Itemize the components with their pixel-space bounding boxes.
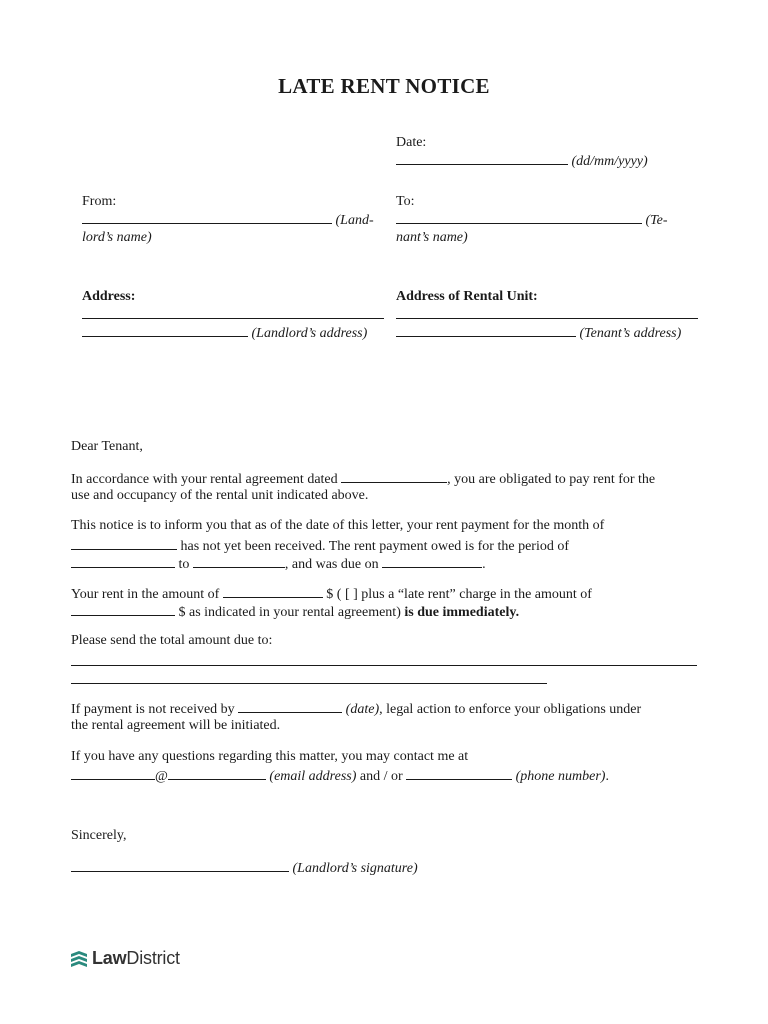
period-end-blank[interactable] — [193, 554, 285, 568]
late-charge-blank[interactable] — [71, 602, 175, 616]
rental-address-line-1[interactable] — [396, 318, 698, 319]
payment-address-line-2[interactable] — [71, 683, 547, 684]
to-label: To: — [396, 194, 415, 209]
month-blank[interactable] — [71, 536, 177, 550]
from-hint-2: lord’s name) — [82, 230, 152, 245]
p1-line-2: use and occupancy of the rental unit indicated above. — [71, 488, 369, 503]
p5-line-1: If payment is not received by (date), legal action to enforce your obligations under — [71, 699, 641, 719]
p1-line-1: In accordance with your rental agreement dated , you are obligated to pay rent for the — [71, 469, 655, 489]
rental-address-hint: (Tenant’s address) — [579, 326, 682, 341]
signature-hint: (Landlord’s signature) — [292, 861, 418, 876]
due-immediately: is due immediately. — [404, 605, 520, 620]
landlord-address-row — [82, 323, 367, 343]
period-start-blank[interactable] — [71, 554, 175, 568]
date-blank[interactable] — [396, 151, 568, 165]
payment-address-line-1[interactable] — [71, 665, 697, 666]
lawdistrict-mark-icon — [70, 949, 88, 969]
to-field-row — [396, 210, 668, 230]
phone-blank[interactable] — [406, 766, 512, 780]
p6-line-2: @ (email address) and / or (phone number). — [71, 766, 609, 786]
email-user-blank[interactable] — [71, 766, 155, 780]
signature-blank[interactable] — [71, 858, 289, 872]
greeting: Dear Tenant, — [71, 439, 143, 454]
date-field-row — [396, 151, 648, 171]
date-label: Date: — [396, 135, 427, 150]
landlord-address-blank[interactable] — [82, 323, 248, 337]
rental-address-row — [396, 323, 681, 343]
rental-address-blank[interactable] — [396, 323, 576, 337]
from-hint-1: (Land- — [335, 213, 374, 228]
signature-row — [71, 858, 418, 878]
landlord-name-blank[interactable] — [82, 210, 332, 224]
from-label: From: — [82, 194, 117, 209]
from-field-row — [82, 210, 374, 230]
to-hint-1: (Te- — [645, 213, 668, 228]
to-hint-2: nant’s name) — [396, 230, 468, 245]
p3-line-2: $ as indicated in your rental agreement) is due immediately. — [71, 602, 519, 622]
agreement-date-blank[interactable] — [341, 469, 447, 483]
p5-line-2: the rental agreement will be initiated. — [71, 718, 281, 733]
p2-line-3: to , and was due on . — [71, 554, 486, 574]
p4-text: Please send the total amount due to: — [71, 633, 273, 648]
landlord-address-line-1[interactable] — [82, 318, 384, 319]
lawdistrict-wordmark: LawDistrict — [92, 948, 180, 968]
rent-amount-blank[interactable] — [223, 584, 323, 598]
closing: Sincerely, — [71, 828, 127, 843]
lawdistrict-logo — [70, 948, 180, 969]
p3-line-1: Your rent in the amount of $ ( [ ] plus a “late rent” charge in the amount of — [71, 584, 592, 604]
rental-address-label: Address of Rental Unit: — [396, 289, 538, 304]
tenant-name-blank[interactable] — [396, 210, 642, 224]
p2-line-1: This notice is to inform you that as of the date of this letter, your rent payment for the month of — [71, 518, 605, 533]
address-hint: (Landlord’s address) — [251, 326, 368, 341]
p6-line-1: If you have any questions regarding this matter, you may contact me at — [71, 749, 469, 764]
date-hint: (dd/mm/yyyy) — [571, 154, 648, 169]
email-domain-blank[interactable] — [168, 766, 266, 780]
due-date-blank[interactable] — [382, 554, 482, 568]
p2-line-2: has not yet been received. The rent payment owed is for the period of — [71, 536, 569, 556]
document-title: LATE RENT NOTICE — [278, 74, 490, 98]
deadline-date-blank[interactable] — [238, 699, 342, 713]
address-label: Address: — [82, 289, 136, 304]
